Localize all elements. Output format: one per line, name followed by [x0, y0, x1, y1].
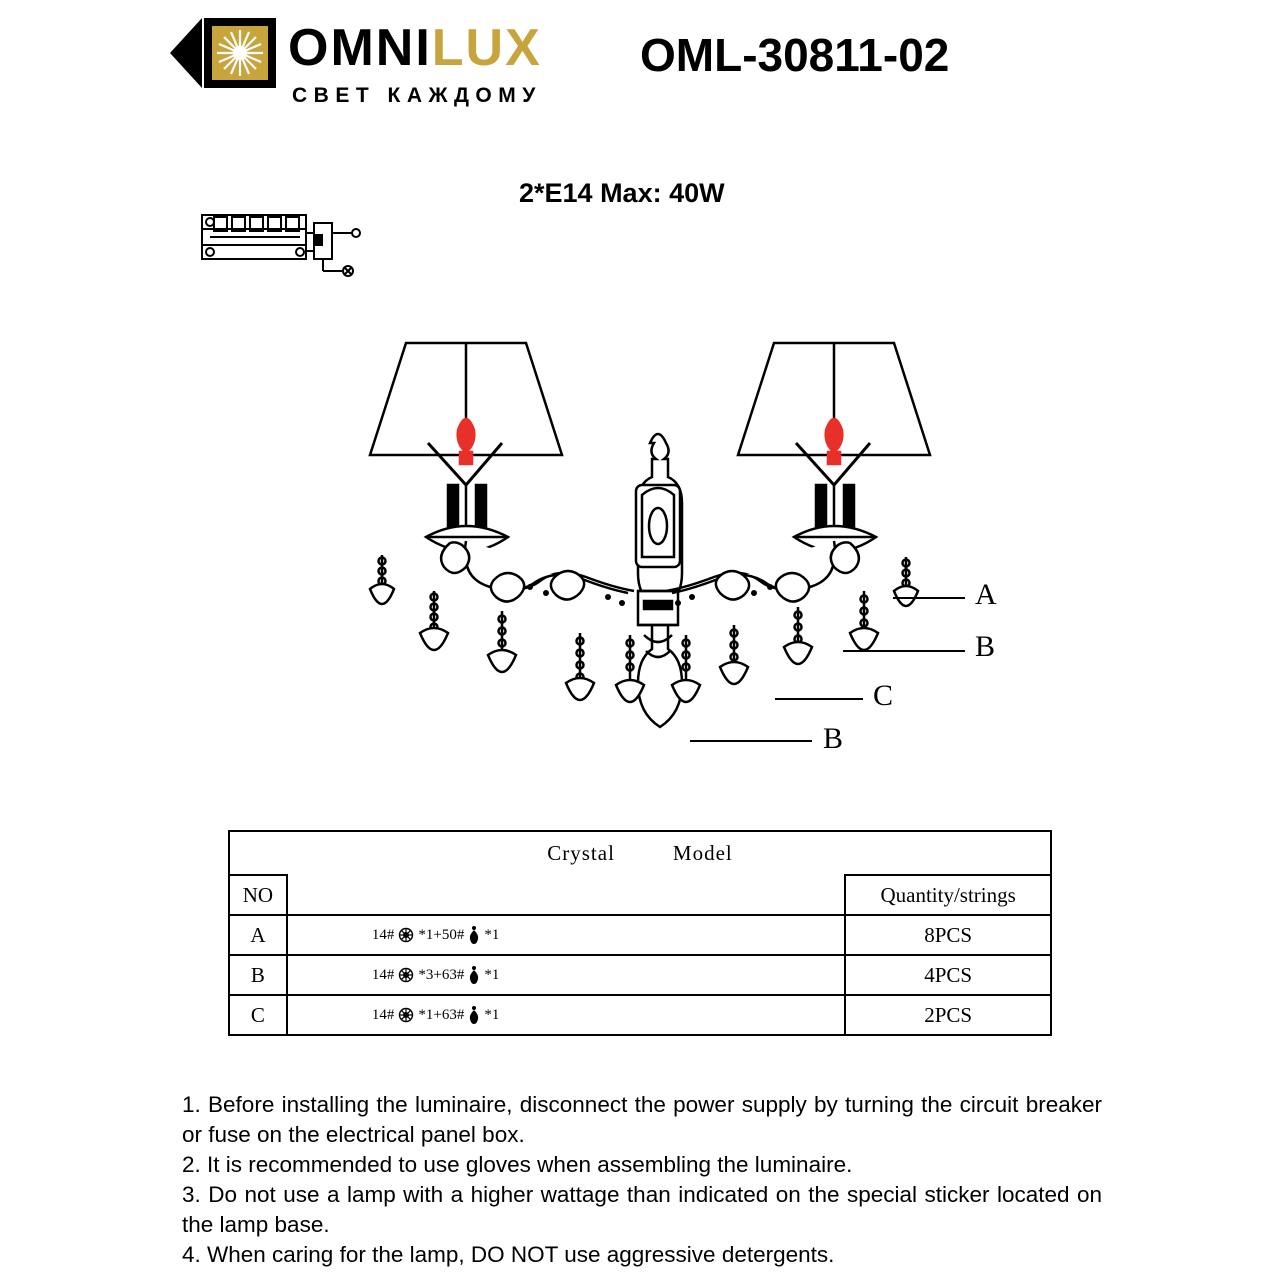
crystal-drop-icon: [467, 1005, 481, 1025]
brand-logo: [168, 14, 588, 114]
callout-leader-a: [893, 597, 965, 599]
terminal-block-diagram: [196, 205, 376, 295]
row-no: A: [229, 915, 287, 955]
crystal-drop-icon: [467, 925, 481, 945]
callout-label-c: C: [873, 679, 894, 712]
crystal-bead-icon: [397, 1006, 415, 1024]
table-header-qty: Quantity/strings: [845, 875, 1051, 915]
logo-omni-text: OMNI: [288, 19, 432, 77]
table-title-crystal: Crystal: [547, 840, 615, 865]
row-desc-mid: *1+50#: [418, 926, 465, 943]
row-desc-prefix: 14#: [371, 1006, 395, 1023]
table-header-desc: [287, 875, 845, 915]
row-desc-suffix: *1: [484, 926, 500, 943]
sunburst-logo-icon: [168, 14, 288, 92]
row-no: B: [229, 955, 287, 995]
crystal-parts-table: [228, 830, 1052, 1036]
callout-label-b-upper: B: [975, 630, 996, 663]
table-header-no: NO: [229, 875, 287, 915]
table-title-model: Model: [672, 840, 733, 865]
row-desc: [287, 915, 845, 955]
row-desc: [287, 995, 845, 1035]
table-title-cell: [229, 831, 1051, 875]
row-desc: [287, 955, 845, 995]
model-code: OML-30811-02: [640, 29, 950, 81]
row-no: C: [229, 995, 287, 1035]
row-qty: 2PCS: [845, 995, 1051, 1035]
row-desc-mid: *3+63#: [418, 966, 465, 983]
row-desc-prefix: 14#: [371, 966, 395, 983]
table-title-row: [229, 831, 1051, 875]
header: [0, 0, 1280, 130]
row-desc-suffix: *1: [484, 1006, 500, 1023]
instruction-item-2: 2. It is recommended to use gloves when assembling the luminaire.: [182, 1152, 853, 1177]
callout-leader-b-lower: [690, 740, 812, 742]
instructions-block: [182, 1090, 1102, 1270]
logo-tagline: СВЕТ КАЖДОМУ: [292, 84, 542, 107]
crystal-bead-icon: [397, 926, 415, 944]
table-row: [229, 915, 1051, 955]
crystal-drop-icon: [467, 965, 481, 985]
instruction-item-1: 1. Before installing the luminaire, disconnect the power supply by turning the circuit breaker or fuse on the electrical panel box.: [182, 1092, 1102, 1147]
callout-label-a: A: [975, 578, 997, 611]
callout-leader-b-upper: [843, 650, 965, 652]
row-qty: 4PCS: [845, 955, 1051, 995]
logo-wordmark: [288, 18, 542, 78]
callout-leader-c: [775, 698, 863, 700]
table-row: [229, 955, 1051, 995]
lamp-spec-text: 2*E14 Max: 40W: [519, 178, 725, 208]
row-desc-prefix: 14#: [371, 926, 395, 943]
row-qty: 8PCS: [845, 915, 1051, 955]
crystal-bead-icon: [397, 966, 415, 984]
table-row: [229, 995, 1051, 1035]
row-desc-mid: *1+63#: [418, 1006, 465, 1023]
instruction-item-3: 3. Do not use a lamp with a higher wattage than indicated on the special sticker located on the lamp base.: [182, 1182, 1102, 1237]
callout-label-b-lower: B: [823, 722, 844, 755]
instruction-item-4: 4. When caring for the lamp, DO NOT use aggressive detergents.: [182, 1242, 835, 1267]
row-desc-suffix: *1: [484, 966, 500, 983]
logo-lux-text: LUX: [431, 19, 542, 77]
table-header-row: [229, 875, 1051, 915]
